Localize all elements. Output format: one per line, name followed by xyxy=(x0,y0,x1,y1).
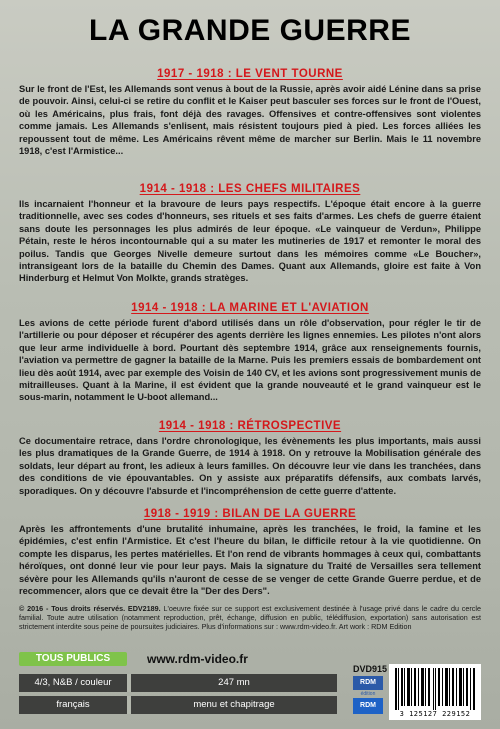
rdm-logo-edition: édition xyxy=(360,691,376,697)
barcode-bars-icon xyxy=(395,668,475,710)
format-value: 4/3, N&B / couleur xyxy=(34,677,112,688)
barcode-number: 3 125127 229152 xyxy=(399,710,471,718)
section-body: Ce documentaire retrace, dans l'ordre chronologique, les évènements les plus importants, mais aussi les plus dramatiques de la Grande Guerre, de 1914 à 1918. On y retrouve la Mobilisation générale des soldats, leur départ au front, les adieux à leurs familles. On découvre leur vie dans les tranchées, dans des conditions de vie épouvantables. On y assiste aux préparatifs défensifs, aux combats larvés, sporadiques. On y découvre l'absurde et l'incompréhension de cette guerre d'attente. xyxy=(19,436,481,496)
section-la-marine-et-l-aviation xyxy=(19,302,481,404)
section-heading: 1914 - 1918 : LA MARINE ET L'AVIATION xyxy=(131,302,369,314)
page-title: LA GRANDE GUERRE xyxy=(89,14,411,47)
dvd-code: DVD915 xyxy=(353,664,388,674)
audience-badge: TOUS PUBLICS xyxy=(19,652,127,666)
section-heading: 1917 - 1918 : LE VENT TOURNE xyxy=(157,68,343,80)
website-link[interactable]: www.rdm-video.fr xyxy=(147,652,248,666)
barcode xyxy=(389,664,481,720)
section-retrospective xyxy=(19,420,481,497)
copyright-lead: © 2016 - Tous droits réservés. EDV2189. xyxy=(19,604,161,613)
rdm-logo-top: RDM xyxy=(353,676,383,690)
info-row-format xyxy=(19,674,337,692)
copyright-text: L'oeuvre fixée sur ce support est exclusivement destinée à l'usage privé dans le cadre du cercle familial. Toute autre utilisation (notamment reproduction, prêt, échange, diffusion en public, télédiffusion, exportation) sans autorisation est strictement interdite sous peine de poursuites judiciaires. Plus d'informations sur : www.rdm-video.fr. Art work : RDM Edition xyxy=(19,604,481,632)
section-heading: 1914 - 1918 : LES CHEFS MILITAIRES xyxy=(139,183,361,195)
section-body: Après les affrontements d'une brutalité inhumaine, après les tranchées, le froid, la famine et les épidémies, c'est enfin l'Armistice. Et c'est l'heure du bilan, le difficile retour à la vie quotidienne. On compte les disparus, les pertes matérielles. Et l'on rend de vibrants hommages à ceux qui, combattants héroïques, ont donné leur vie pour leur pays. Mais la signature du Traité de Versailles sera tellement sévère pour les Allemands qu'ils n'auront de cesse de se venger de cette Grande Guerre perdue, et de recommencer, alors que ce devait être la "Der des Ders". xyxy=(19,524,481,597)
copyright-notice xyxy=(19,604,481,632)
section-les-chefs-militaires xyxy=(19,183,481,285)
section-bilan-de-la-guerre xyxy=(19,508,481,597)
product-info-footer xyxy=(19,652,481,722)
section-body: Sur le front de l'Est, les Allemands sont venus à bout de la Russie, après avoir aidé Lénine dans sa prise de pouvoir. Ainsi, celui-ci se retire du conflit et le Kaiser peut basculer ses forces sur le front de l'Ouest, où les Américains, plus frais, font déjà des ravages. Offensives et contre-offensives sont violentes comme jamais. Les Allemands s'enlisent, mais résistent toujours pied à pied. Les forces alliées les repoussent tout de même. Les Américains rêvent même de marcher sur Berlin. Mais le 11 novembre 1918, c'est l'Armistice... xyxy=(19,84,481,157)
section-body: Ils incarnaient l'honneur et la bravoure de leurs pays respectifs. L'époque était encore à la guerre traditionnelle, avec ses codes d'honneurs, ses rituels et ses faits d'armes. Les chefs de guerre étaient sans doute les personnages les plus admirés de leur époque. «Le vainqueur de Verdun», Philippe Pétain, reste le héros incontournable qui a su mater les mutineries de 1917 et remonter le moral des poilus. Tandis que Georges Nivelle demeure surtout dans les mémoires comme «Le Boucher», intransigeant lors de la bataille du Chemin des Dames. Quant aux Allemands, gloire est faite à Von Hinderburg et Helmut Von Molkte, grands stratèges. xyxy=(19,199,481,284)
section-body: Les avions de cette période furent d'abord utilisés dans un rôle d'observation, pour régler le tir de l'artillerie ou pour déposer et récupérer des agents derrière les lignes ennemies. Les pilotes n'ont alors que leur arme individuelle à bord. Pourtant dès septembre 1914, grâce aux renseignements fournis, l'aviation va permettre de gagner la bataille de la Marne. Puis les premiers essais de bombardement ont lieu dès août 1914, avec par exemple des Voisin de 140 CV, et les avions sont progressivement munis de mitrailleuses. Quant à la Marine, il est évident que la grande nouveauté et le grand vainqueur est le sous-marin, notamment le U-boot allemand... xyxy=(19,318,481,403)
info-row-language xyxy=(19,696,337,714)
section-heading: 1914 - 1918 : RÉTROSPECTIVE xyxy=(158,420,342,432)
rdm-logo xyxy=(353,676,383,714)
language-value: français xyxy=(56,699,90,710)
section-heading: 1918 - 1919 : BILAN DE LA GUERRE xyxy=(143,508,357,520)
rdm-video-logo: RDM xyxy=(353,698,383,714)
section-le-vent-tourne xyxy=(19,68,481,157)
features-value: menu et chapitrage xyxy=(193,699,275,710)
duration-value: 247 mn xyxy=(218,677,250,688)
